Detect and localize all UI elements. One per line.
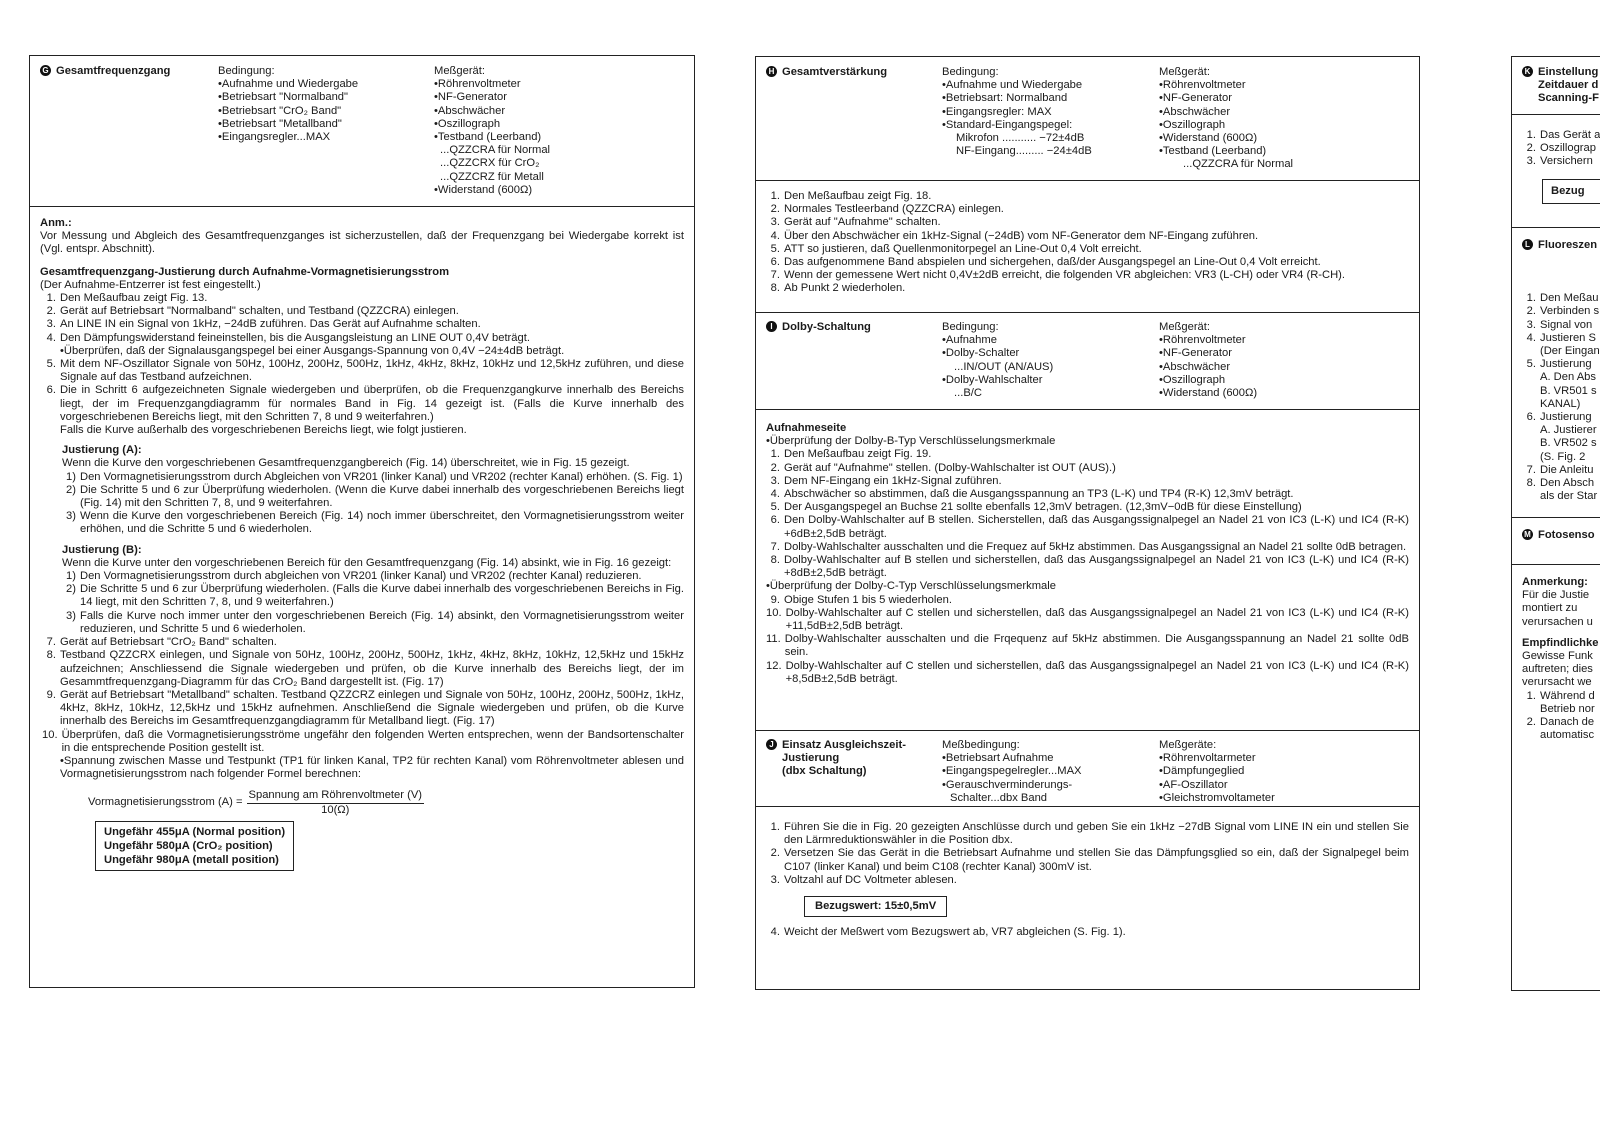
condition-item: •Standard-Eingangspegel: xyxy=(942,118,1073,131)
step-item: 8. Dolby-Wahlschalter auf B stellen und sicherstellen, daß das Ausgangssignalpegel an Nadel 21 von IC3 (L-K) und IC4 (R-K) +8dB±2,5dB beträgt. xyxy=(770,554,1409,580)
step-item: 2. Verbinden s xyxy=(1526,305,1600,318)
step-item: 1. Den Meßaufbau zeigt Fig. 18. xyxy=(770,190,932,202)
section-g-badge: G xyxy=(40,65,51,76)
step-item: 2. Gerät auf Betriebsart "Normalband" schalten, und Testband (QZZCRA) einlegen. xyxy=(46,305,459,318)
condition-sub-item: NF-Eingang......... −24±4dB xyxy=(956,145,1092,158)
section-m-badge: M xyxy=(1522,529,1533,540)
condition-sub-item: Schalter...dbx Band xyxy=(950,791,1048,804)
step-item: 2. Danach de xyxy=(1526,716,1595,729)
step-item: 3) Falls die Kurve noch immer unter den vorgeschriebenen Bereich (Fig. 14) absinkt, den Vormagnetisierungsstrom weiter reduzieren, und Schritte 5 und 6 wiederholen. xyxy=(66,609,684,635)
step-item: 11. Dolby-Wahlschalter ausschalten und die Frqequenz auf 5kHz abstimmen. Die Ausgangsspannung an Nadel 21 sollte 0dB sein. xyxy=(766,633,1409,659)
step-item: 5. Der Ausgangspegel an Buchse 21 sollte ebenfalls 12,3mV betragen. (12,3mV−0dB für diese Einstellung) xyxy=(770,501,1302,514)
condition-sub-item: Mikrofon ........... −72±4dB xyxy=(956,132,1085,145)
step-item: A. Justierer xyxy=(1540,424,1597,437)
step-item: 12. Dolby-Wahlschalter auf C stellen und sicherstellen, daß das Ausgangssignalpegel an Nadel 21 von IC3 (L-K) und IC4 (R-K) +8,5dB±2,5dB beträgt. xyxy=(766,659,1409,685)
section-h-header xyxy=(756,57,1419,181)
step-item: 4. Den Dämpfungswiderstand feineinstellen, bis die Ausgangsleistung an LINE OUT 0,4V beträgt. xyxy=(46,331,530,344)
instrument-item: •Testband (Leerband) xyxy=(1159,145,1267,158)
instrument-item: •AF-Oszillator xyxy=(1159,778,1228,791)
step-item: 6. Das aufgenommene Band abspielen und sichergehen, daß/der Ausgangspegel an Line-Out 0,4 Volt erreicht. xyxy=(770,256,1321,269)
instrument-item: •NF-Generator xyxy=(1159,347,1232,360)
justierung-b-steps xyxy=(62,570,684,636)
step-item: 6. Den Dolby-Wahlschalter auf B stellen. Sicherstellen, daß das Ausgangssignalpegel an Nadel 21 von IC3 (L-K) und IC4 (R-K) +6dB±2,5dB beträgt. xyxy=(770,514,1409,540)
note-title: Anm.: xyxy=(40,217,72,229)
step-item: 3. Gerät auf "Aufnahme" schalten. xyxy=(770,216,941,229)
step-item: 3. Signal von xyxy=(1526,318,1593,331)
instrument-item: •Oszillograph xyxy=(1159,373,1226,386)
note-line: auftreten; dies xyxy=(1522,663,1593,676)
justierung-b-title: Justierung (B): xyxy=(62,543,142,556)
justierung-a-steps xyxy=(62,471,684,537)
note-line: montiert zu xyxy=(1522,602,1578,615)
step-item: 1) Den Vormagnetisierungsstrom durch abgleichen von VR201 (linker Kanal) und VR202 (rechter Kanal) reduzieren. xyxy=(66,570,642,583)
step-item: 10. Dolby-Wahlschalter auf C stellen und sicherstellen, daß das Ausgangssignalpegel an Nadel 21 von IC3 (L-K) und IC4 (R-K) +11,5dB±2,5dB beträgt. xyxy=(766,606,1409,633)
condition-item: •Dolby-Schalter xyxy=(942,347,1020,360)
reference-value-box: Bezugswert: 15±0,5mV xyxy=(804,896,947,917)
section-j-body: 1. Führen Sie die in Fig. 20 gezeigten Anschlüsse durch und geben Sie ein 1kHz −27dB Signal vom LINE IN ein und stellen Sie den Lärmreduktionswähler in die Position dbx. 2. Versetzen Sie das Gerät in die Betriebsart Aufnahme und stellen Sie das Dämpfungsglied so ein, daß der Signalpegel beim C107 (linker Kanal) und beim C108 (rechter Kanal) 300mV ist. 3. Voltzahl auf DC Voltmeter ablesen. Bezugswert: 15±0,5mV 4. Weicht der Meßwert vom Bezugswert ab, VR7 abgleichen (S. Fig. 1). xyxy=(756,807,1419,945)
step-item: (Der Eingan xyxy=(1540,345,1600,358)
step-item: 3) Wenn die Kurve den vorgeschriebenen Bereich (Fig. 14) noch immer überschreitet, den Vormagnetisierungsstrom weiter erhöhen, und die Schritte 5 und 6 wiederholen. xyxy=(66,510,684,536)
recording-side-title: Aufnahmeseite xyxy=(766,422,847,434)
condition-item: •Aufnahme und Wiedergabe xyxy=(942,79,1083,92)
step-item: 5. Justierung xyxy=(1526,358,1592,371)
condition-item: •Eingangsregler...MAX xyxy=(218,131,331,144)
instrument-sub-item: ...QZZCRX für CrO₂ xyxy=(440,157,540,170)
step-item: 1. Führen Sie die in Fig. 20 gezeigten Anschlüsse durch und geben Sie ein 1kHz −27dB Signal vom LINE IN ein und stellen Sie den Lärmreduktionswähler in die Position dbx. xyxy=(770,821,1409,847)
step-item: 3. Dem NF-Eingang ein 1kHz-Signal zuführen. xyxy=(770,474,1002,487)
step-item: 2) Die Schritte 5 und 6 zur Überprüfung wiederholen. (Falls die Kurve dabei innerhalb des vorgeschriebenen Bereichs in Fig. 14 liegt, mit den Schritten 7, 8, und 9 weiterfahren.) xyxy=(66,583,684,609)
right-panel xyxy=(1511,56,1600,991)
section-m: M Fotosenso xyxy=(1512,518,1600,565)
instrument-sub-item: ...QZZCRA für Normal xyxy=(440,144,551,157)
left-panel xyxy=(29,55,695,988)
section-h-instruments: Meßgerät: •Röhrenvoltmeter •NF-Generator •Abschwächer •Oszillograph •Widerstand (600Ω) •Testband (Leerband) ...QZZCRA für Normal xyxy=(1159,66,1294,171)
condition-item: •Betriebsart "Normalband" xyxy=(218,91,349,104)
condition-item: •Aufnahme und Wiedergabe xyxy=(218,78,359,91)
instrument-item: •Röhrenvoltarmeter xyxy=(1159,752,1256,765)
section-h-conditions: Bedingung: •Aufnahme und Wiedergabe •Betriebsart: Normalband •Eingangsregler: MAX •Standard-Eingangspegel: Mikrofon ........... −72±4dB NF-Eingang......... −24±4dB xyxy=(942,66,1092,158)
step-item: 4. Justieren S xyxy=(1526,331,1596,344)
step-item: •Spannung zwischen Masse und Testpunkt (TP1 für linken Kanal, TP2 für rechten Kanal) vom Röhrenvoltmeter ablesen und Vormagnetisierungsstrom nach folgender Formel berechnen: xyxy=(60,754,684,781)
section-g-instruments: Meßgerät: •Röhrenvoltmeter •NF-Generator •Abschwächer •Oszillograph •Testband (Leerband) ...QZZCRA für Normal ...QZZCRX für CrO₂ ...QZZCRZ für Metall •Widerstand (600Ω) xyxy=(434,65,551,196)
step-item: 3. Versichern xyxy=(1526,155,1593,168)
instrument-item: •NF-Generator xyxy=(434,91,507,104)
step-item: 2. Normales Testleerband (QZZCRA) einlegen. xyxy=(770,203,1004,216)
step-item: Betrieb nor xyxy=(1540,702,1595,715)
instrument-item: •Oszillograph xyxy=(1159,118,1226,131)
section-k-body: 1. Das Gerät a 2. Oszillograp 3. Versichern Bezug xyxy=(1512,115,1600,228)
step-item: 7. Die Anleitu xyxy=(1526,463,1594,476)
note-line: verursacht we xyxy=(1522,676,1592,689)
instruments-list xyxy=(434,78,550,197)
steps-list-2 xyxy=(40,636,684,781)
justierung-a-title: Justierung (A): xyxy=(62,444,142,457)
section-j-title: J Einsatz Ausgleichszeit- Justierung (dbx Schaltung) xyxy=(766,739,906,779)
step-item: 2. Oszillograp xyxy=(1526,142,1596,155)
step-item: 4. Über den Abschwächer ein 1kHz-Signal (−24dB) vom NF-Generator dem NF-Eingang zuführen. xyxy=(770,229,1259,242)
instrument-sub-item: ...QZZCRA für Normal xyxy=(1183,158,1294,171)
step-item: •Überprüfen, daß der Signalausgangspegel bei einer Ausgangs-Spannung von 0,4V −24±4dB beträgt. xyxy=(60,344,565,357)
section-g-title: G Gesamtfrequenzgang xyxy=(40,65,170,78)
section-l-badge: L xyxy=(1522,239,1533,250)
instrument-item: •Widerstand (600Ω) xyxy=(434,183,533,196)
step-item: 9. Obige Stufen 1 bis 5 wiederholen. xyxy=(770,593,952,606)
bias-value: Ungefähr 580μA (CrO₂ position) xyxy=(104,839,273,852)
section-i-instruments: Meßgerät: •Röhrenvoltmeter •NF-Generator •Abschwächer •Oszillograph •Widerstand (600Ω) xyxy=(1159,321,1258,400)
conditions-list xyxy=(218,78,358,144)
step-item: 3. An LINE IN ein Signal von 1kHz, −24dB zuführen. Das Gerät auf Aufnahme schalten. xyxy=(46,318,481,331)
bias-values-box xyxy=(95,821,294,871)
subsection-title: Gesamtfrequenzgang-Justierung durch Aufnahme-Vormagnetisierungsstrom xyxy=(40,265,450,278)
condition-item: •Gerauschverminderungs- xyxy=(942,778,1073,791)
instrument-item: •Widerstand (600Ω) xyxy=(1159,387,1258,400)
section-i-conditions: Bedingung: •Aufnahme •Dolby-Schalter ...IN/OUT (AN/AUS) •Dolby-Wahlschalter ...B/C xyxy=(942,321,1054,400)
condition-item: •Dolby-Wahlschalter xyxy=(942,373,1043,386)
condition-item: •Betriebsart Aufnahme xyxy=(942,752,1054,765)
step-item: 9. Gerät auf Betriebsart "Metallband" schalten. Testband QZZCRZ einlegen und Signale von 50Hz, 100Hz, 200Hz, 500Hz, 1kHz, 4kHz, 8kHz, 10kHz, 12,5kHz und 15kHz aufnehmen. Anschließend die Signale wiedergeben und prüfen, ob die Kurve innerhalb des Bereichs im Gesamtfrequenzgangdiagramm für Metallband liegt. (Fig. 17) xyxy=(46,688,684,728)
section-i-title: I Dolby-Schaltung xyxy=(766,321,871,334)
section-i-badge: I xyxy=(766,321,777,332)
condition-item: •Aufnahme xyxy=(942,334,997,347)
step-item: automatisc xyxy=(1540,729,1595,742)
instrument-item: •Gleichstromvoltameter xyxy=(1159,791,1275,804)
justierung-a-intro: Wenn die Kurve den vorgeschriebenen Gesamtfrequenzgangbereich (Fig. 14) überschreitet, wie in Fig. 15 gezeigt. xyxy=(62,457,630,470)
section-h-title: H Gesamtverstärkung xyxy=(766,66,887,79)
step-item: 10. Überprüfen, daß die Vormagnetisierungsströme ungefähr den folgenden Werten entsprechen, wenn der Bandsortenschalter in die entsprechende Position gestellt ist. xyxy=(42,728,684,754)
step-item: 1) Den Vormagnetisierungsstrom durch Abgleichen von VR201 (linker Kanal) und VR202 (rechter Kanal) erhöhen. (S. Fig. 1) xyxy=(66,470,683,483)
instrument-item: •Abschwächer xyxy=(434,104,506,117)
section-l: L Fluoreszen 1. Den Meßau 2. Verbinden s 3. Signal von 4. Justieren S (Der Eingan 5. Justierung A. Den Abs B. VR501 s KANAL) 6. Justierung A. Justierer B. VR502 s (S. Fig. 2 7. Die Anleitu 8. Den Absch als der Star xyxy=(1512,228,1600,518)
step-item: 4. Abschwächer so abstimmen, daß die Ausgangsspannung an TP3 (L-K) und TP4 (R-K) 12,3mV beträgt. xyxy=(770,488,1294,501)
condition-sub-item: ...B/C xyxy=(954,387,982,400)
section-j-badge: J xyxy=(766,739,777,750)
condition-item: •Betriebsart "Metallband" xyxy=(218,117,342,130)
condition-sub-item: ...IN/OUT (AN/AUS) xyxy=(954,360,1054,373)
step-item: 8. Ab Punkt 2 wiederholen. xyxy=(770,282,906,295)
condition-item: •Eingangsregler: MAX xyxy=(942,105,1052,118)
step-item: (S. Fig. 2 xyxy=(1540,450,1586,463)
step-item: 5. Mit dem NF-Oszillator Signale von 50Hz, 100Hz, 200Hz, 500Hz, 1kHz, 4kHz, 8kHz, 10kHz und 12,5kHz zuführen, und diese Signale auf das Testband aufzeichnen. xyxy=(46,358,684,384)
step-item: 6. Justierung xyxy=(1526,411,1592,424)
instrument-item: •Röhrenvoltmeter xyxy=(434,78,521,91)
step-item: 5. ATT so justieren, daß Quellenmonitorpegel an Line-Out 0,4 Volt erreicht. xyxy=(770,242,1142,255)
step-item: 1. Das Gerät a xyxy=(1526,129,1600,141)
subsection-note: (Der Aufnahme-Entzerrer ist fest eingestellt.) xyxy=(40,278,261,291)
note-line: Gewisse Funk xyxy=(1522,650,1593,663)
section-h-badge: H xyxy=(766,66,777,77)
instrument-item: •NF-Generator xyxy=(1159,92,1232,105)
section-k-badge: K xyxy=(1522,66,1533,77)
section-j-conditions: Meßbedingung: •Betriebsart Aufnahme •Eingangspegelregler...MAX •Gerauschverminderungs- Schalter...dbx Band xyxy=(942,739,1082,804)
formula: Vormagnetisierungsstrom (A) = $\frac{\text{Spannung am Röhrenvoltmeter (V)}}{10(\Omega)}$ xyxy=(88,789,423,816)
note-line: verursachen u xyxy=(1522,615,1593,628)
instrument-sub-item: ...QZZCRZ für Metall xyxy=(440,170,544,183)
condition-item: •Betriebsart "CrO₂ Band" xyxy=(218,104,342,117)
steps-list xyxy=(40,292,684,437)
section-i-header xyxy=(756,313,1419,410)
step-item: als der Star xyxy=(1540,490,1598,503)
bias-value: Ungefähr 455μA (Normal position) xyxy=(104,825,286,838)
instrument-item: •Widerstand (600Ω) xyxy=(1159,132,1258,145)
section-i-body: Aufnahmeseite •Überprüfung der Dolby-B-Typ Verschlüsselungsmerkmale 1. Den Meßaufbau zeigt Fig. 19. 2. Gerät auf "Aufnahme" stellen. (Dolby-Wahlschalter ist OUT (AUS).) 3. Dem NF-Eingang ein 1kHz-Signal zuführen. 4. Abschwächer so abstimmen, daß die Ausgangsspannung an TP3 (L-K) und TP4 (R-K) 12,3mV beträgt. 5. Der Ausgangspegel an Buchse 21 sollte ebenfalls 12,3mV betragen. (12,3mV−0dB für diese Einstellung) 6. Den Dolby-Wahlschalter auf B stellen. Sicherstellen, daß das Ausgangssignalpegel an Nadel 21 von IC3 (L-K) und IC4 (R-K) +6dB±2,5dB beträgt. 7. Dolby-Wahlschalter ausschalten und die Frequez auf 5kHz abstimmen. Das Ausgangssignal an Nadel 21 sollte 0dB betragen. 8. Dolby-Wahlschalter auf B stellen und sicherstellen, daß das Ausgangssignalpegel an Nadel 21 von IC3 (L-K) und IC4 (R-K) +8dB±2,5dB beträgt. •Überprüfung der Dolby-C-Typ Verschlüsselungsmerkmale 9. Obige Stufen 1 bis 5 wiederholen. 10. Dolby-Wahlschalter auf C stellen und sicherstellen, daß das Ausgangssignalpegel an Nadel 21 von IC3 (L-K) und IC4 (R-K) +11,5dB±2,5dB beträgt. 11. Dolby-Wahlschalter ausschalten und die Frqequenz auf 5kHz abstimmen. Die Ausgangsspannung an Nadel 21 sollte 0dB sein. 12. Dolby-Wahlschalter auf C stellen und sicherstellen, daß das Ausgangssignalpegel an Nadel 21 von IC3 (L-K) und IC4 (R-K) +8,5dB±2,5dB beträgt. xyxy=(756,410,1419,731)
instrument-item: •Abschwächer xyxy=(1159,105,1231,118)
instrument-item: •Abschwächer xyxy=(1159,360,1231,373)
instrument-item: •Oszillograph xyxy=(434,117,501,130)
condition-item: •Eingangspegelregler...MAX xyxy=(942,765,1082,778)
section-g-body xyxy=(30,207,694,877)
step-item: 2. Gerät auf "Aufnahme" stellen. (Dolby-Wahlschalter ist OUT (AUS).) xyxy=(770,461,1116,474)
section-g-conditions: Bedingung: •Aufnahme und Wiedergabe •Betriebsart "Normalband" •Betriebsart "CrO₂ Band" •Betriebsart "Metallband" •Eingangsregler...MAX xyxy=(218,65,359,144)
step-item: 2. Versetzen Sie das Gerät in die Betriebsart Aufnahme und stellen Sie das Dämpfungsglied so ein, daß der Signalpegel beim C107 (linker Kanal) und beim C108 (rechter Kanal) 300mV ist. xyxy=(770,847,1409,873)
section-j-header xyxy=(756,731,1419,807)
step-item: 1. Während d xyxy=(1526,689,1595,702)
bias-value: Ungefähr 980μA (metall position) xyxy=(104,853,279,866)
step-item: 1. Den Meßau xyxy=(1526,292,1599,305)
step-item: 1. Den Meßaufbau zeigt Fig. 13. xyxy=(46,292,208,305)
condition-item: •Betriebsart: Normalband xyxy=(942,92,1068,105)
justierung-b-intro: Wenn die Kurve unter den vorgeschriebenen Bereich für den Gesamtfrequenzgang (Fig. 14) absinkt, wie in Fig. 16 gezeigt: xyxy=(62,556,672,569)
section-m-body: Anmerkung: Für die Justie montiert zu verursachen u Empfindlichke Gewisse Funk auftreten; dies verursacht we 1. Während d Betrieb nor 2. Danach de automatisc xyxy=(1512,565,1600,748)
step-item: Falls die Kurve außerhalb des vorgeschriebenen Bereichs liegt, wie folgt justieren. xyxy=(60,424,467,437)
note-text: Vor Messung und Abgleich des Gesamtfrequenzganges ist sicherzustellen, daß der Frequenzgang bei Wiedergabe korrekt ist (Vgl. entspr. Abschnitt). xyxy=(40,230,684,256)
instrument-item: •Testband (Leerband) xyxy=(434,131,542,144)
step-item: KANAL) xyxy=(1540,397,1581,410)
step-item: 2) Die Schritte 5 und 6 zur Überprüfung wiederholen. (Wenn die Kurve dabei innerhalb des vorgeschriebenen Bereichs liegt (Fig. 14) mit den Schritten 7, 8, und 9 weiterfahren. xyxy=(66,483,684,510)
step-item: 3. Voltzahl auf DC Voltmeter ablesen. xyxy=(770,873,957,886)
section-k-header: K Einstellung Zeitdauer d Scanning-F xyxy=(1512,57,1600,115)
step-item: B. VR502 s xyxy=(1540,437,1597,450)
step-item: A. Den Abs xyxy=(1540,371,1596,384)
middle-panel xyxy=(755,56,1420,990)
step-item: 7. Gerät auf Betriebsart "CrO₂ Band" schalten. xyxy=(46,636,277,649)
step-item: 7. Dolby-Wahlschalter ausschalten und die Frequez auf 5kHz abstimmen. Das Ausgangssignal an Nadel 21 sollte 0dB betragen. xyxy=(770,540,1407,553)
step-item: 6. Die in Schritt 6 aufgezeichneten Signale wiedergeben und überprüfen, ob die Frequenzgangkurve innerhalb des Bereichs liegt, der im Frequenzgangdiagramm für normales Band in Fig. 14 gezeigt ist. (Falls die Kurve innerhalb des vorgeschriebenen Bereichs liegt, mit den Schritten 7, 8 und 9 weiterfahren.) xyxy=(46,384,684,423)
section-j-instruments: Meßgeräte: •Röhrenvoltarmeter •Dämpfungeglied •AF-Oszillator •Gleichstromvoltameter xyxy=(1159,739,1275,804)
note-line: Für die Justie xyxy=(1522,589,1590,602)
step-item: 8. Den Absch xyxy=(1526,477,1595,490)
step-item: 1. Den Meßaufbau zeigt Fig. 19. xyxy=(770,448,932,461)
section-g-header xyxy=(30,56,694,207)
instrument-item: •Röhrenvoltmeter xyxy=(1159,79,1246,92)
step-item: 7. Wenn der gemessene Wert nicht 0,4V±2dB erreicht, die folgenden VR abgleichen: VR3 (L-CH) oder VR4 (R-CH). xyxy=(770,269,1346,282)
step-item: B. VR501 s xyxy=(1540,384,1597,397)
step-item: 8. Testband QZZCRX einlegen, und Signale von 50Hz, 100Hz, 200Hz, 500Hz, 1kHz, 4kHz, 8kHz, 10kHz, 12,5kHz und 15kHz aufzeichnen; Anschliessend die Signale wiedergeben und prüfen, ob die Kurve innerhalb des Bereichs liegt, der im Gesammtfrequenzgang-Diagramm für das CrO₂ Band dargestellt ist. (Fig. 17) xyxy=(46,649,684,688)
instrument-item: •Dämpfungeglied xyxy=(1159,765,1245,778)
instrument-item: •Röhrenvoltmeter xyxy=(1159,334,1246,347)
section-h-steps xyxy=(756,181,1419,313)
